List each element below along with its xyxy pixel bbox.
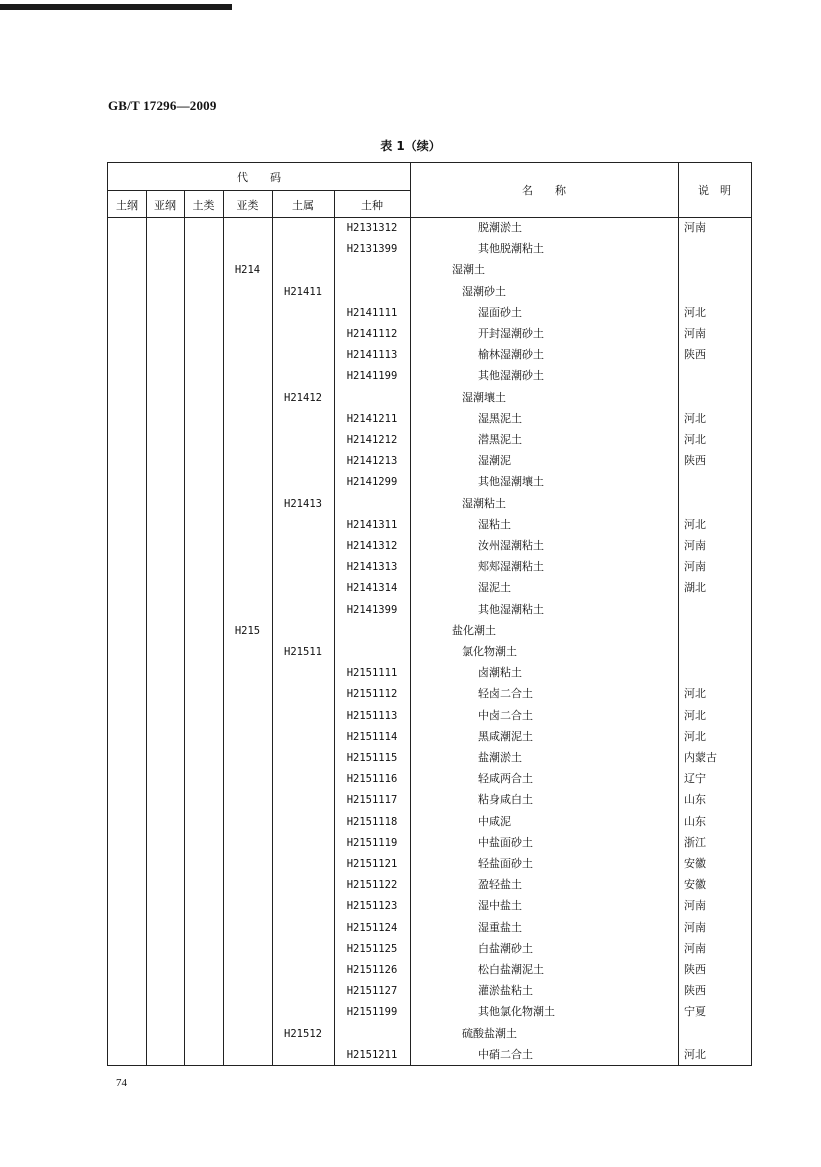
row-name: 其他湿潮砂土	[478, 369, 544, 383]
header-divider	[108, 190, 410, 191]
row-code: H2131312	[346, 222, 398, 234]
row-note: 内蒙古	[684, 751, 717, 764]
row-note: 河南	[684, 539, 706, 552]
row-name: 湿潮砂土	[462, 284, 506, 298]
row-code: H2141199	[346, 370, 398, 383]
row-name: 湿黑泥土	[478, 411, 522, 425]
row-code: H2141213	[346, 455, 398, 468]
row-note: 辽宁	[684, 772, 706, 786]
row-note: 陕西	[684, 984, 706, 998]
row-name: 汝州湿潮粘土	[478, 539, 544, 552]
header-code-group: 代 码	[237, 171, 281, 184]
row-name: 湿潮泥	[478, 454, 511, 468]
row-code: H2151118	[346, 815, 398, 828]
row-name: 硫酸盐潮土	[462, 1026, 517, 1040]
row-code: H2151113	[346, 709, 398, 722]
col-divider	[146, 191, 147, 1065]
row-code: H214	[234, 264, 261, 277]
row-note: 陕西	[684, 348, 706, 362]
row-code: H2151124	[346, 921, 398, 934]
header-bottom-line	[108, 217, 751, 218]
row-code: H2151112	[346, 688, 398, 701]
row-code: H2141312	[346, 540, 398, 552]
header-tulei: 土类	[192, 199, 215, 212]
row-note: 河北	[684, 433, 706, 446]
row-name: 榆林湿潮砂土	[478, 348, 544, 362]
row-name: 轻盐面砂土	[478, 857, 533, 870]
row-code: H2141112	[346, 328, 398, 340]
row-name: 湿重盐土	[478, 920, 522, 934]
row-name: 卤潮粘土	[478, 666, 522, 680]
row-name: 中硝二合土	[478, 1047, 533, 1061]
table-caption: 表 1（续）	[380, 139, 441, 153]
row-name: 盈轻盐土	[478, 878, 522, 892]
col-divider	[410, 163, 411, 1065]
row-name: 白盐潮砂土	[478, 941, 533, 955]
row-note: 河南	[684, 560, 706, 574]
row-code: H2141399	[346, 603, 398, 616]
header-tushu: 土属	[292, 199, 314, 212]
row-name: 开封湿潮砂土	[478, 327, 544, 340]
row-note: 河北	[684, 729, 706, 743]
row-code: H21413	[284, 497, 322, 510]
row-name: 其他湿潮壤土	[478, 475, 544, 489]
col-divider	[272, 191, 273, 1065]
row-name: 湿面砂土	[478, 305, 522, 319]
row-code: H2141314	[346, 582, 398, 595]
row-note: 河南	[684, 941, 706, 955]
row-code: H2151127	[346, 985, 398, 998]
row-code: H2151117	[346, 794, 398, 807]
row-note: 安徽	[684, 857, 706, 870]
row-code: H2151123	[346, 900, 398, 913]
row-note: 河南	[684, 899, 706, 913]
row-code: H2151211	[346, 1048, 398, 1061]
row-name: 湿潮粘土	[462, 496, 506, 510]
page-number: 74	[116, 1077, 127, 1089]
row-note: 河南	[684, 221, 706, 234]
row-name: 中卤二合土	[478, 708, 533, 722]
row-note: 河北	[684, 687, 706, 701]
row-name: 湿潮土	[452, 263, 485, 277]
row-code: H2131399	[346, 243, 398, 256]
row-note: 宁夏	[684, 1005, 706, 1019]
row-code: H2141111	[346, 306, 398, 319]
row-code: H21512	[284, 1027, 322, 1040]
header-tugang: 土纲	[116, 199, 138, 212]
row-note: 浙江	[684, 835, 706, 849]
row-code: H2151119	[346, 836, 398, 849]
row-code: H2141212	[346, 434, 398, 446]
row-code: H2141113	[346, 349, 398, 362]
row-note: 河南	[684, 920, 706, 934]
row-code: H2141299	[346, 476, 398, 489]
row-name: 轻咸两合土	[478, 772, 533, 786]
header-yagang: 亚纲	[154, 199, 176, 212]
header-name: 名 称	[522, 184, 566, 197]
col-divider	[184, 191, 185, 1065]
row-name: 湿潮壤土	[462, 390, 506, 404]
row-code: H2151199	[346, 1006, 398, 1019]
row-name: 灌淤盐粘土	[478, 984, 533, 998]
row-code: H2151114	[346, 730, 398, 743]
row-name: 脱潮淤土	[478, 221, 522, 234]
row-note: 河北	[684, 517, 706, 531]
header-tuzhong: 土种	[361, 199, 383, 212]
row-name: 中盐面砂土	[478, 835, 533, 849]
row-name: 松白盐潮泥土	[478, 963, 544, 976]
row-code: H2151115	[346, 752, 398, 764]
row-code: H2151111	[346, 667, 398, 680]
row-name: 其他湿潮粘土	[478, 602, 544, 616]
row-code: H2141311	[346, 518, 398, 531]
row-note: 山东	[684, 814, 706, 828]
top-edge-bar	[0, 4, 232, 10]
row-code: H21412	[284, 391, 322, 404]
row-note: 陕西	[684, 454, 706, 468]
row-note: 湖北	[684, 581, 706, 595]
row-name: 盐潮淤土	[478, 751, 522, 764]
header-note: 说 明	[698, 184, 731, 197]
row-code: H2151116	[346, 773, 398, 786]
soil-code-table	[107, 162, 752, 1066]
row-name: 郏郏湿潮粘土	[478, 560, 544, 574]
row-name: 氯化物潮土	[462, 645, 517, 658]
row-note: 安徽	[684, 878, 706, 892]
row-name: 潜黑泥土	[478, 433, 522, 446]
row-note: 河南	[684, 327, 706, 340]
row-name: 中咸泥	[478, 814, 511, 828]
row-name: 盐化潮土	[452, 623, 496, 637]
row-code: H21411	[284, 285, 322, 298]
row-name: 湿泥土	[478, 581, 511, 595]
row-code: H21511	[284, 646, 322, 658]
row-name: 其他氯化物潮土	[478, 1005, 555, 1019]
row-name: 粘身咸白土	[478, 793, 533, 807]
row-name: 湿中盐土	[478, 899, 522, 913]
col-divider	[678, 163, 679, 1065]
row-code: H2151125	[346, 942, 398, 955]
row-note: 河北	[684, 1047, 706, 1061]
row-note: 陕西	[684, 963, 706, 976]
row-code: H2141211	[346, 412, 398, 425]
row-note: 河北	[684, 411, 706, 425]
row-code: H2151121	[346, 858, 398, 870]
row-code: H2151126	[346, 964, 398, 976]
row-note: 河北	[684, 708, 706, 722]
row-name: 黑咸潮泥土	[478, 729, 533, 743]
row-note: 河北	[684, 305, 706, 319]
row-name: 其他脱潮粘土	[478, 242, 544, 256]
row-code: H2151122	[346, 879, 398, 892]
row-code: H215	[234, 624, 261, 637]
row-code: H2141313	[346, 561, 398, 574]
row-name: 轻卤二合土	[478, 687, 533, 701]
standard-number: GB/T 17296—2009	[108, 98, 217, 113]
row-name: 湿粘土	[478, 517, 511, 531]
row-note: 山东	[684, 793, 706, 807]
header-yalei: 亚类	[236, 199, 259, 212]
